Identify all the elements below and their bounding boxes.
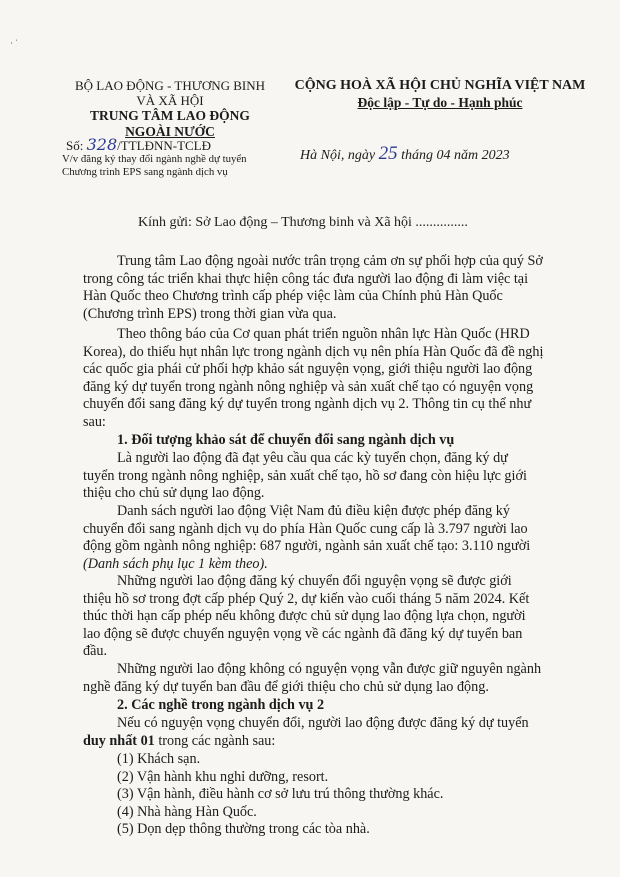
p3-line: thiệu cho chủ sử dụng lao động. [83,485,265,502]
section-heading-1 [83,432,543,450]
paragraph-intro [83,253,543,323]
p2-line: đăng ký dự tuyển trong ngành nông nghiệp và sản xuất chế tạo có nguyện vọng [83,378,534,395]
paragraph-list-size [83,503,543,573]
section-heading-2 [83,697,543,715]
handwritten-number: 328 [86,135,118,154]
place-suffix: tháng 04 năm 2023 [397,148,510,163]
paragraph-choice [83,715,543,750]
p1-line: Trung tâm Lao động ngoài nước trân trọng cảm ơn sự phối hợp của quý Sở [117,253,543,269]
paragraph-eligibility [83,450,543,503]
number-code: /TTLĐNN-TCLĐ [117,138,212,153]
p7-rest: trong các ngành sau: [154,732,276,749]
motto: Độc lập - Tự do - Hạnh phúc [357,95,523,110]
paragraph-no-change [83,661,543,696]
paragraph-timeline [83,573,543,661]
list-item: (4) Nhà hàng Hàn Quốc. [117,803,257,820]
subject-block [62,153,247,179]
p4-appendix-note: (Danh sách phụ lục 1 kèm theo). [83,555,268,572]
document-number [66,135,211,154]
p2-line: các quốc gia phái cử phối hợp khảo sát nguyện vọng, giới thiệu người lao động [83,361,533,378]
p7-emphasis: duy nhất 01 [83,732,155,749]
list-item: (3) Vận hành, điều hành cơ sở lưu trú thông thường khác. [117,786,444,803]
service-list [83,751,543,839]
p1-line: trong công tác triển khai thực hiện công tác đưa người lao động đi làm việc tại [83,270,529,287]
subject-line1: V/v đăng ký thay đổi ngành nghề dự tuyển [62,153,247,165]
recipient-line: Kính gửi: Sở Lao động – Thương binh và Xã hội ............... [138,215,468,230]
paragraph-hrd [83,326,543,432]
center-line1: TRUNG TÂM LAO ĐỘNG [90,108,250,123]
nation-title: CỘNG HOÀ XÃ HỘI CHỦ NGHĨA VIỆT NAM [294,78,586,93]
p2-line: Theo thông báo của Cơ quan phát triển nguồn nhân lực Hàn Quốc (HRD [117,326,530,342]
p1-line: Hàn Quốc theo Chương trình cấp phép việc làm của Chính phủ Hàn Quốc [83,288,503,305]
p5-line: Những người lao động đăng ký chuyển đổi nguyện vọng sẽ được giới [117,573,512,589]
p1-line: (Chương trình EPS) trong thời gian vừa qua. [83,305,337,322]
p5-line: thiệu hồ sơ trong đợt cấp phép Quý 2, dự kiến vào cuối tháng 5 năm 2024. Kết [83,590,530,607]
scan-speck: · ˈ [10,38,19,48]
heading-2: 2. Các nghề trong ngành dịch vụ 2 [117,697,325,713]
list-item: (2) Vận hành khu nghỉ dưỡng, resort. [117,768,329,785]
national-heading [275,78,605,112]
place-prefix: Hà Nội, ngày [300,148,379,163]
ministry-line2: VÀ XÃ HỘI [136,93,204,108]
handwritten-day: 25 [378,143,398,164]
p4-line: động gồm ngành nông nghiệp: 687 người, ngành sản xuất chế tạo: 3.110 người [83,538,531,555]
p2-line: Korea), do thiếu hụt nhân lực trong ngành dịch vụ nên phía Hàn Quốc đã đề nghị [83,343,544,360]
list-item: (1) Khách sạn. [117,751,201,767]
p2-line: chuyển đổi sang đăng ký dự tuyển trong ngành dịch vụ 2. Thông tin cụ thể như [83,396,532,413]
p4-line: chuyển đổi sang ngành dịch vụ do phía Hàn Quốc cung cấp là 3.797 người lao [83,520,528,537]
p6-line: Những người lao động không có nguyện vọng vẫn được giữ nguyên ngành [117,661,542,677]
p6-line: nghề đăng ký dự tuyển ban đầu để giới thiệu cho chủ sử dụng lao động. [83,678,489,695]
ministry-line1: BỘ LAO ĐỘNG - THƯƠNG BINH [74,78,266,93]
issuer-block [50,78,290,140]
center-line2: NGOÀI NƯỚC [125,124,215,139]
p5-line: lao động sẽ được chuyển nguyện vọng về các ngành đã đăng ký dự tuyển ban [83,625,523,642]
place-date [300,143,510,165]
p2-line: sau: [83,413,106,430]
p3-line: Là người lao động đã đạt yêu cầu qua các kỳ tuyển chọn, đăng ký dự [117,450,508,466]
p5-line: thúc thời hạn cấp phép nếu không được chủ sử dụng lao động lựa chọn, người [83,608,526,625]
p7-line1: Nếu có nguyện vọng chuyển đổi, người lao động được đăng ký dự tuyển [117,715,529,731]
p3-line: tuyển trong ngành nông nghiệp, sản xuất chế tạo, hồ sơ đang còn hiệu lực giới [83,467,527,484]
p5-line: đầu. [83,643,108,660]
p4-line: Danh sách người lao động Việt Nam đủ điều kiện được phép đăng ký [117,503,510,519]
number-label: Số: [66,138,84,153]
heading-1: 1. Đối tượng khảo sát để chuyển đổi sang ngành dịch vụ [117,432,455,448]
subject-line2: Chương trình EPS sang ngành dịch vụ [62,166,228,178]
list-item: (5) Dọn dẹp thông thường trong các tòa nhà. [117,821,370,838]
